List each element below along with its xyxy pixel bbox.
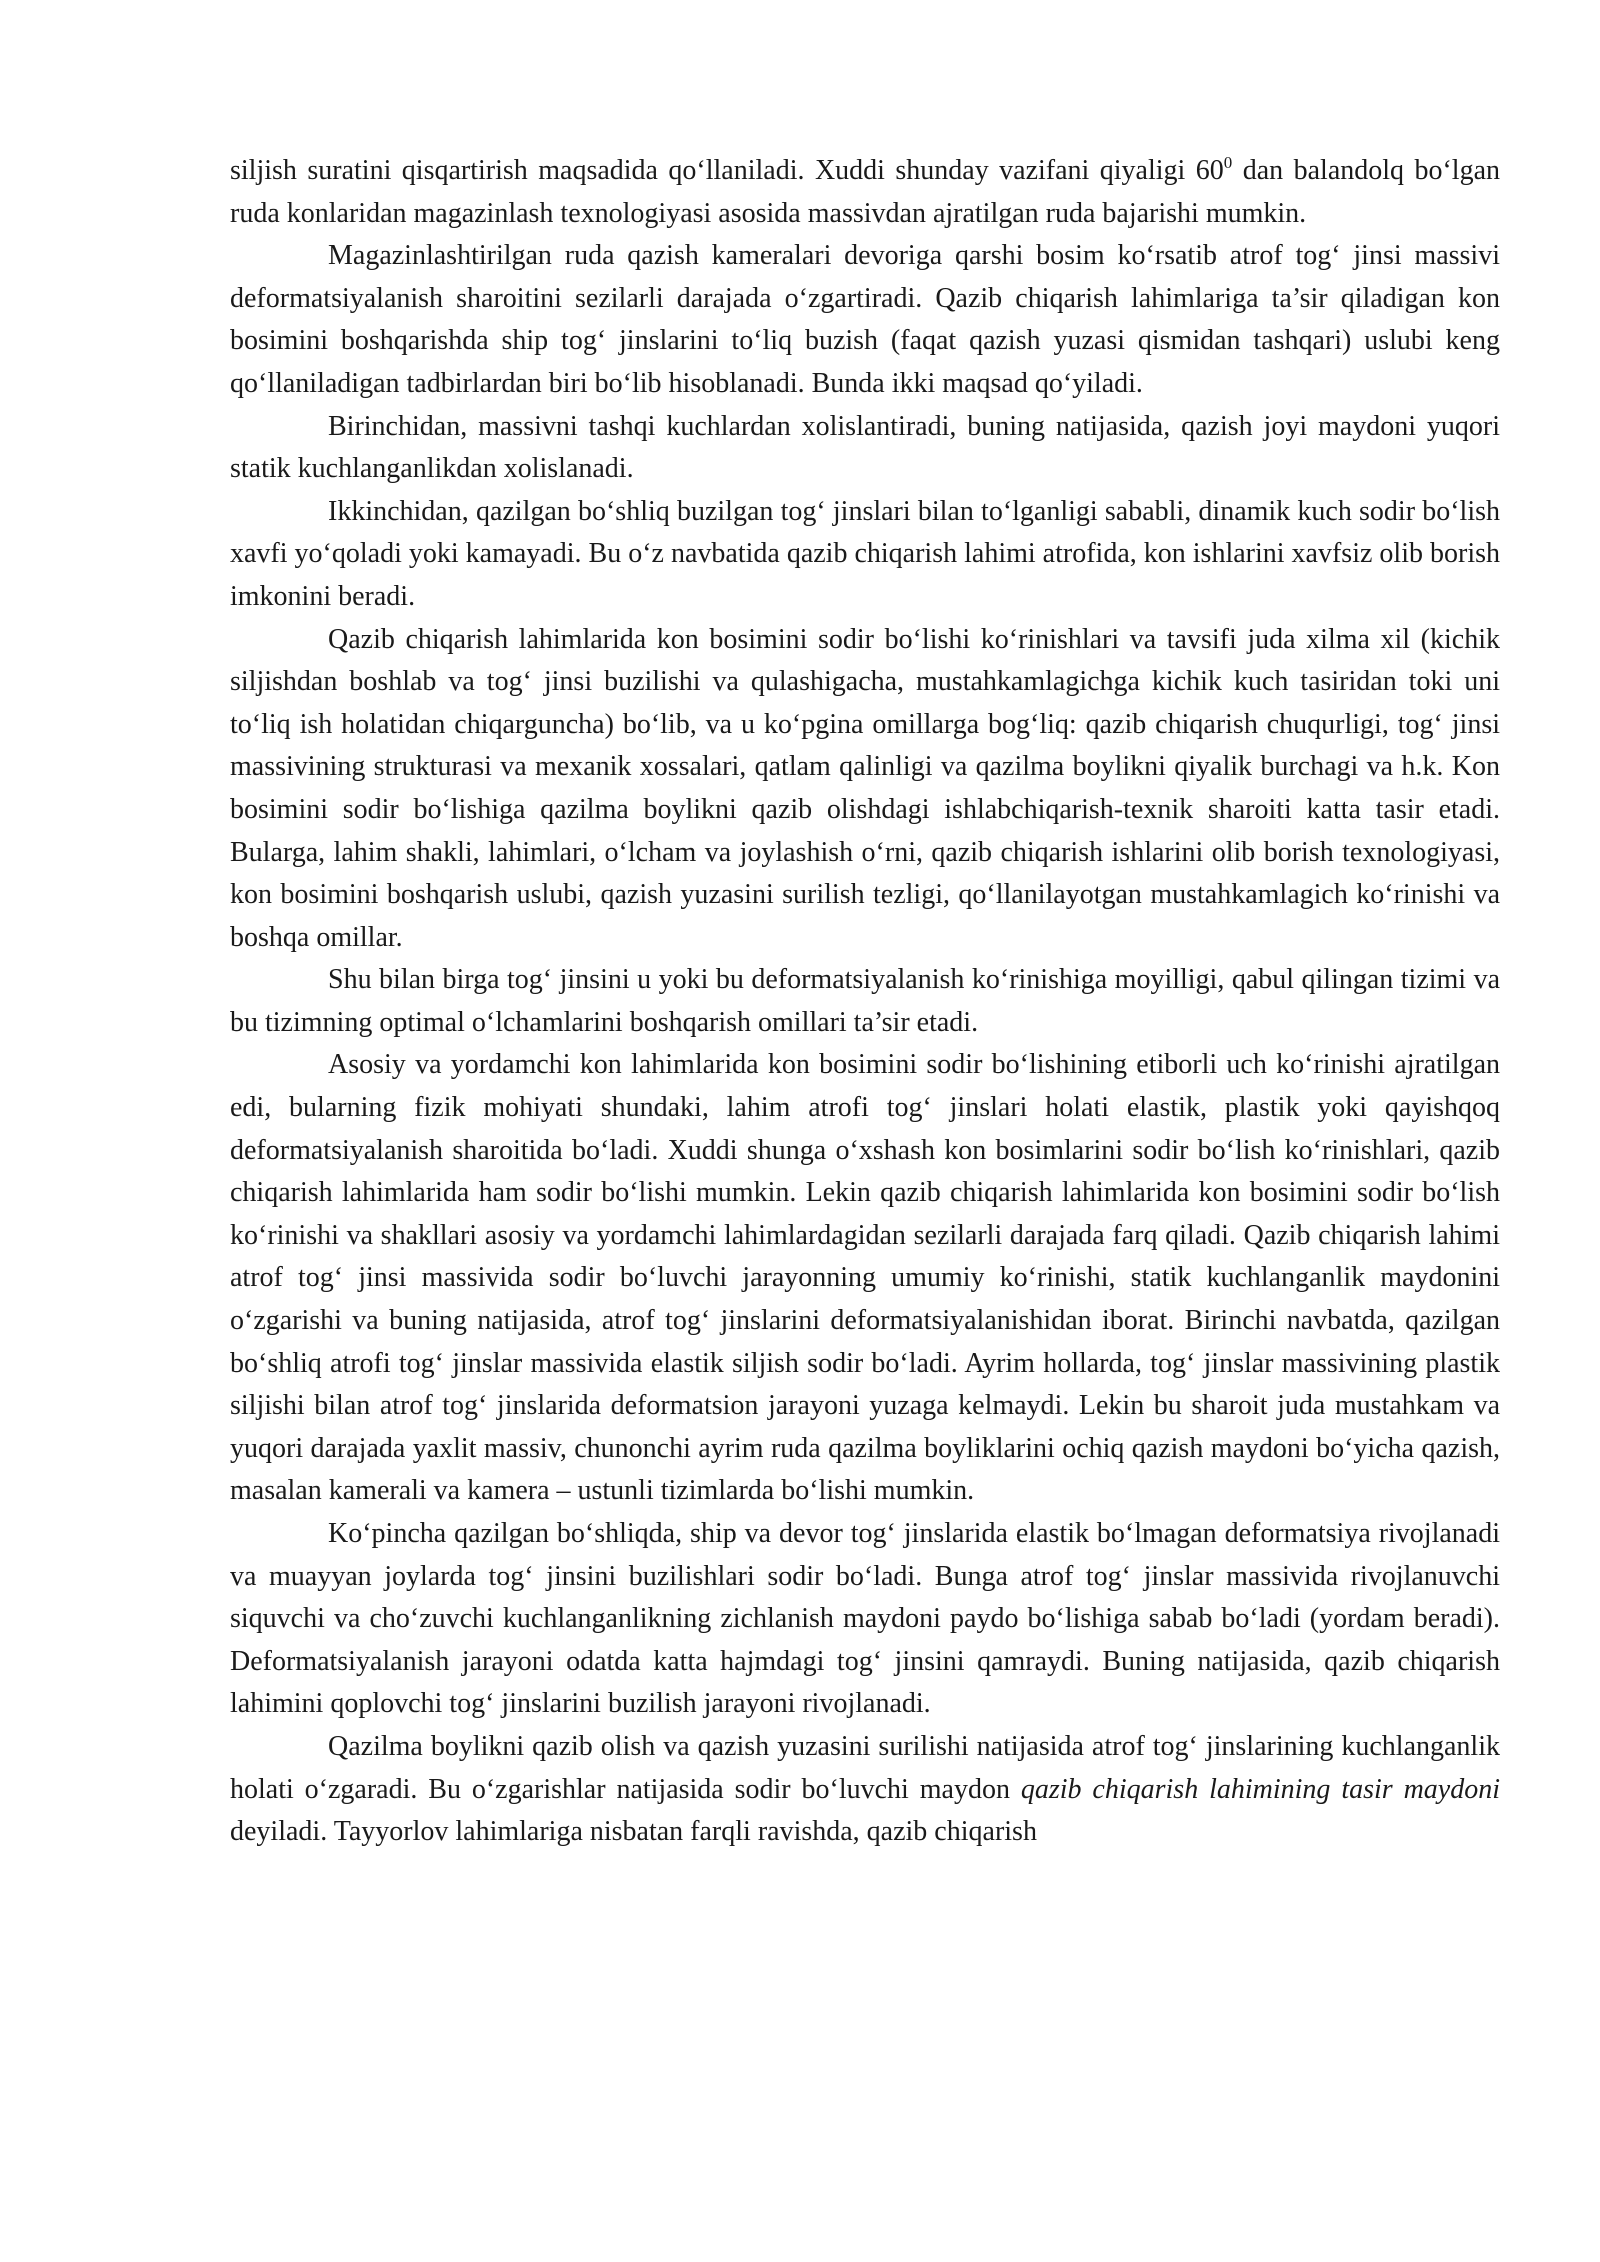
paragraph-7 [230, 1044, 1500, 1513]
paragraph-1 [230, 150, 1500, 235]
paragraph-8 [230, 1513, 1500, 1726]
paragraph-9 [230, 1726, 1500, 1854]
paragraph-2 [230, 235, 1500, 405]
paragraph-3 [230, 406, 1500, 491]
text-run: dan balandolq bo‘lgan ruda konlaridan magazinlash texnologiyasi asosida massivdan ajratilgan ruda bajarishi mumkin. [230, 155, 1501, 229]
text-run: deyiladi. Tayyorlov lahimlariga nisbatan farqli ravishda, qazib chiqarish [230, 1816, 1037, 1848]
document-page [230, 150, 1500, 1854]
text-run: Magazinlashtirilgan ruda qazish kameralari devoriga qarshi bosim ko‘rsatib atrof tog‘ jinsi massivi deformatsiyalanish sharoitini sezilarli darajada o‘zgartiradi. Qazib chiqarish lahimlariga ta’sir qiladigan kon bosimini boshqarishda ship tog‘ jinslarini to‘liq buzish (faqat qazish yuzasi qismidan tashqari) uslubi keng qo‘llaniladigan tadbirlardan biri bo‘lib hisoblanadi. Bunda ikki maqsad qo‘yiladi. [230, 240, 1500, 399]
italic-term: qazib chiqarish lahimining tasir maydoni [1020, 1773, 1500, 1805]
text-run: Shu bilan birga tog‘ jinsini u yoki bu deformatsiyalanish ko‘rinishiga moyilligi, qabul qilingan tizimi va bu tizimning optimal o‘lchamlarini boshqarish omillari ta’sir etadi. [230, 964, 1500, 1038]
text-run: siljish suratini qisqartirish maqsadida qo‘llaniladi. Xuddi shunday vazifani qiyaligi 60 [230, 155, 1224, 186]
paragraph-5 [230, 619, 1500, 960]
text-run: Ikkinchidan, qazilgan bo‘shliq buzilgan tog‘ jinslari bilan to‘lganligi sababli, dinamik kuch sodir bo‘lish xavfi yo‘qoladi yoki kamayadi. Bu o‘z navbatida qazib chiqarish lahimi atrofida, kon ishlarini xavfsiz olib borish imkonini beradi. [230, 495, 1500, 612]
paragraph-4 [230, 491, 1500, 619]
text-run: Ko‘pincha qazilgan bo‘shliqda, ship va devor tog‘ jinslarida elastik bo‘lmagan deformatsiya rivojlanadi va muayyan joylarda tog‘ jinsini buzilishlari sodir bo‘ladi. Bunga atrof tog‘ jinslar massivida rivojlanuvchi siquvchi va cho‘zuvchi kuchlanganlikning zichlanish maydoni paydo bo‘lishiga sabab bo‘ladi (yordam beradi). Deformatsiyalanish jarayoni odatda katta hajmdagi tog‘ jinsini qamraydi. Buning natijasida, qazib chiqarish lahimini qoplovchi tog‘ jinslarini buzilish jarayoni rivojlanadi. [230, 1518, 1500, 1720]
text-run: Qazib chiqarish lahimlarida kon bosimini sodir bo‘lishi ko‘rinishlari va tavsifi juda xilma xil (kichik siljishdan boshlab va tog‘ jinsi buzilishi va qulashigacha, mustahkamlagichga kichik kuch tasiridan toki uni to‘liq ish holatidan chiqarguncha) bo‘lib, va u ko‘pgina omillarga bog‘liq: qazib chiqarish chuqurligi, tog‘ jinsi massivining strukturasi va mexanik xossalari, qatlam qalinligi va qazilma boylikni qiyalik burchagi va h.k. Kon bosimini sodir bo‘lishiga qazilma boylikni qazib olishdagi ishlabchiqarish-texnik sharoiti katta tasir etadi. Bularga, lahim shakli, lahimlari, o‘lcham va joylashish o‘rni, qazib chiqarish ishlarini olib borish texnologiyasi, kon bosimini boshqarish uslubi, qazish yuzasini surilish tezligi, qo‘llanilayotgan mustahkamlagich ko‘rinishi va boshqa omillar. [230, 623, 1500, 953]
paragraph-6 [230, 959, 1500, 1044]
text-run: Asosiy va yordamchi kon lahimlarida kon bosimini sodir bo‘lishining etiborli uch ko‘rinishi ajratilgan edi, bularning fizik mohiyati shundaki, lahim atrofi tog‘ jinslari holati elastik, plastik yoki qayishqoq deformatsiyalanish sharoitida bo‘ladi. Xuddi shunga o‘xshash kon bosimlarini sodir bo‘lish ko‘rinishlari, qazib chiqarish lahimlarida ham sodir bo‘lishi mumkin. Lekin qazib chiqarish lahimlarida kon bosimini sodir bo‘lish ko‘rinishi va shakllari asosiy va yordamchi lahimlardagidan sezilarli darajada farq qiladi. Qazib chiqarish lahimi atrof tog‘ jinsi massivida sodir bo‘luvchi jarayonning umumiy ko‘rinishi, statik kuchlanganlik maydonini o‘zgarishi va buning natijasida, atrof tog‘ jinslarini deformatsiyalanishidan iborat. Birinchi navbatda, qazilgan bo‘shliq atrofi tog‘ jinslar massivida elastik siljish sodir bo‘ladi. Ayrim hollarda, tog‘ jinslar massivining plastik siljishi bilan atrof tog‘ jinslarida deformatsion jarayoni yuzaga kelmaydi. Lekin bu sharoit juda mustahkam va yuqori darajada yaxlit massiv, chunonchi ayrim ruda qazilma boyliklarini ochiq qazish maydoni bo‘yicha qazish, masalan kamerali va kamera – ustunli tizimlarda bo‘lishi mumkin. [230, 1049, 1500, 1507]
text-run: Qazilma boylikni qazib olish va qazish yuzasini surilishi natijasida atrof tog‘ jinslarining kuchlanganlik holati o‘zgaradi. Bu o‘zgarishlar natijasida sodir bo‘luvchi maydon [230, 1730, 1500, 1805]
superscript-degree: 0 [1223, 153, 1233, 172]
text-run: Birinchidan, massivni tashqi kuchlardan xolislantiradi, buning natijasida, qazish joyi maydoni yuqori statik kuchlanganlikdan xolislanadi. [230, 410, 1500, 485]
